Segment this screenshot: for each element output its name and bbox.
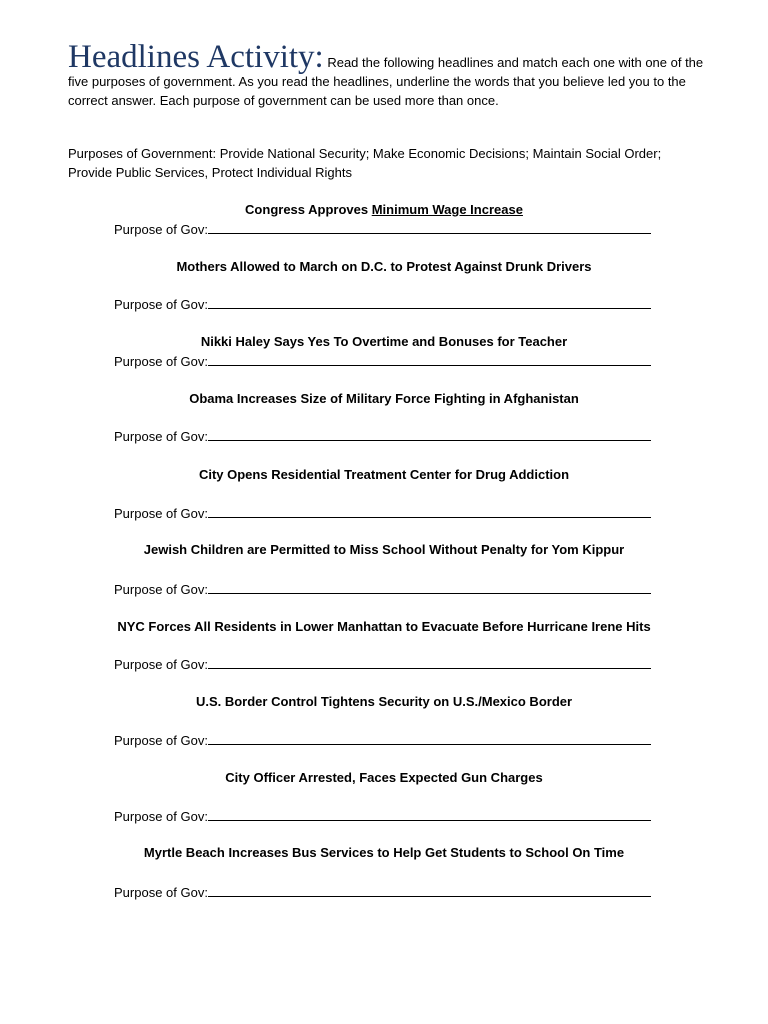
headline-2: Mothers Allowed to March on D.C. to Protest Against Drunk Drivers <box>176 259 592 274</box>
answer-blank-4[interactable] <box>208 428 651 441</box>
answer-blank-3[interactable] <box>208 353 651 366</box>
headline-9: City Officer Arrested, Faces Expected Gun Charges <box>225 770 543 785</box>
answer-label: Purpose of Gov: <box>114 733 208 748</box>
headline-10: Myrtle Beach Increases Bus Services to Help Get Students to School On Time <box>143 845 625 860</box>
answer-label: Purpose of Gov: <box>114 657 208 672</box>
answer-row-10 <box>114 884 651 900</box>
answer-row-9 <box>114 808 651 824</box>
instructions-text: Read the following headlines and match each one with one of the five purposes of government. As you read the headlines, underline the words that you believe led you to the correct answer. Each purpose of government can be used more than once. <box>68 55 704 108</box>
headline-1-underlined-text: Minimum Wage Increase <box>371 202 523 217</box>
headline-4: Obama Increases Size of Military Force Fighting in Afghanistan <box>189 391 579 406</box>
answer-row-5 <box>114 505 651 521</box>
headline-8: U.S. Border Control Tightens Security on U.S./Mexico Border <box>195 694 573 709</box>
answer-row-1 <box>114 221 651 237</box>
answer-blank-10[interactable] <box>208 884 651 897</box>
answer-label: Purpose of Gov: <box>114 809 208 824</box>
answer-row-4 <box>114 428 651 444</box>
answer-blank-8[interactable] <box>208 732 651 745</box>
answer-blank-2[interactable] <box>208 296 651 309</box>
headline-6: Jewish Children are Permitted to Miss School Without Penalty for Yom Kippur <box>143 542 625 557</box>
answer-blank-6[interactable] <box>208 581 651 594</box>
headline-1 <box>68 202 700 217</box>
answer-row-7 <box>114 656 651 672</box>
answer-row-2 <box>114 296 651 312</box>
answer-blank-1[interactable] <box>208 221 651 234</box>
purposes-list: Purposes of Government: Provide National Security; Make Economic Decisions; Maintain Social Order; Provide Public Services, Protect Individual Rights <box>68 146 662 180</box>
answer-label: Purpose of Gov: <box>114 429 208 444</box>
answer-blank-7[interactable] <box>208 656 651 669</box>
intro-paragraph <box>68 39 708 110</box>
answer-label: Purpose of Gov: <box>114 506 208 521</box>
answer-row-3 <box>114 353 651 369</box>
answer-blank-5[interactable] <box>208 505 651 518</box>
answer-label: Purpose of Gov: <box>114 222 208 237</box>
answer-label: Purpose of Gov: <box>114 354 208 369</box>
answer-blank-9[interactable] <box>208 808 651 821</box>
headline-1-text: Congress Approves <box>245 202 372 217</box>
answer-row-8 <box>114 732 651 748</box>
answer-label: Purpose of Gov: <box>114 885 208 900</box>
page-title: Headlines Activity: <box>68 39 324 75</box>
answer-label: Purpose of Gov: <box>114 582 208 597</box>
headline-3: Nikki Haley Says Yes To Overtime and Bonuses for Teacher <box>200 334 568 349</box>
answer-label: Purpose of Gov: <box>114 297 208 312</box>
headline-5: City Opens Residential Treatment Center for Drug Addiction <box>198 467 570 482</box>
answer-row-6 <box>114 581 651 597</box>
headline-7: NYC Forces All Residents in Lower Manhattan to Evacuate Before Hurricane Irene Hits <box>117 619 651 634</box>
